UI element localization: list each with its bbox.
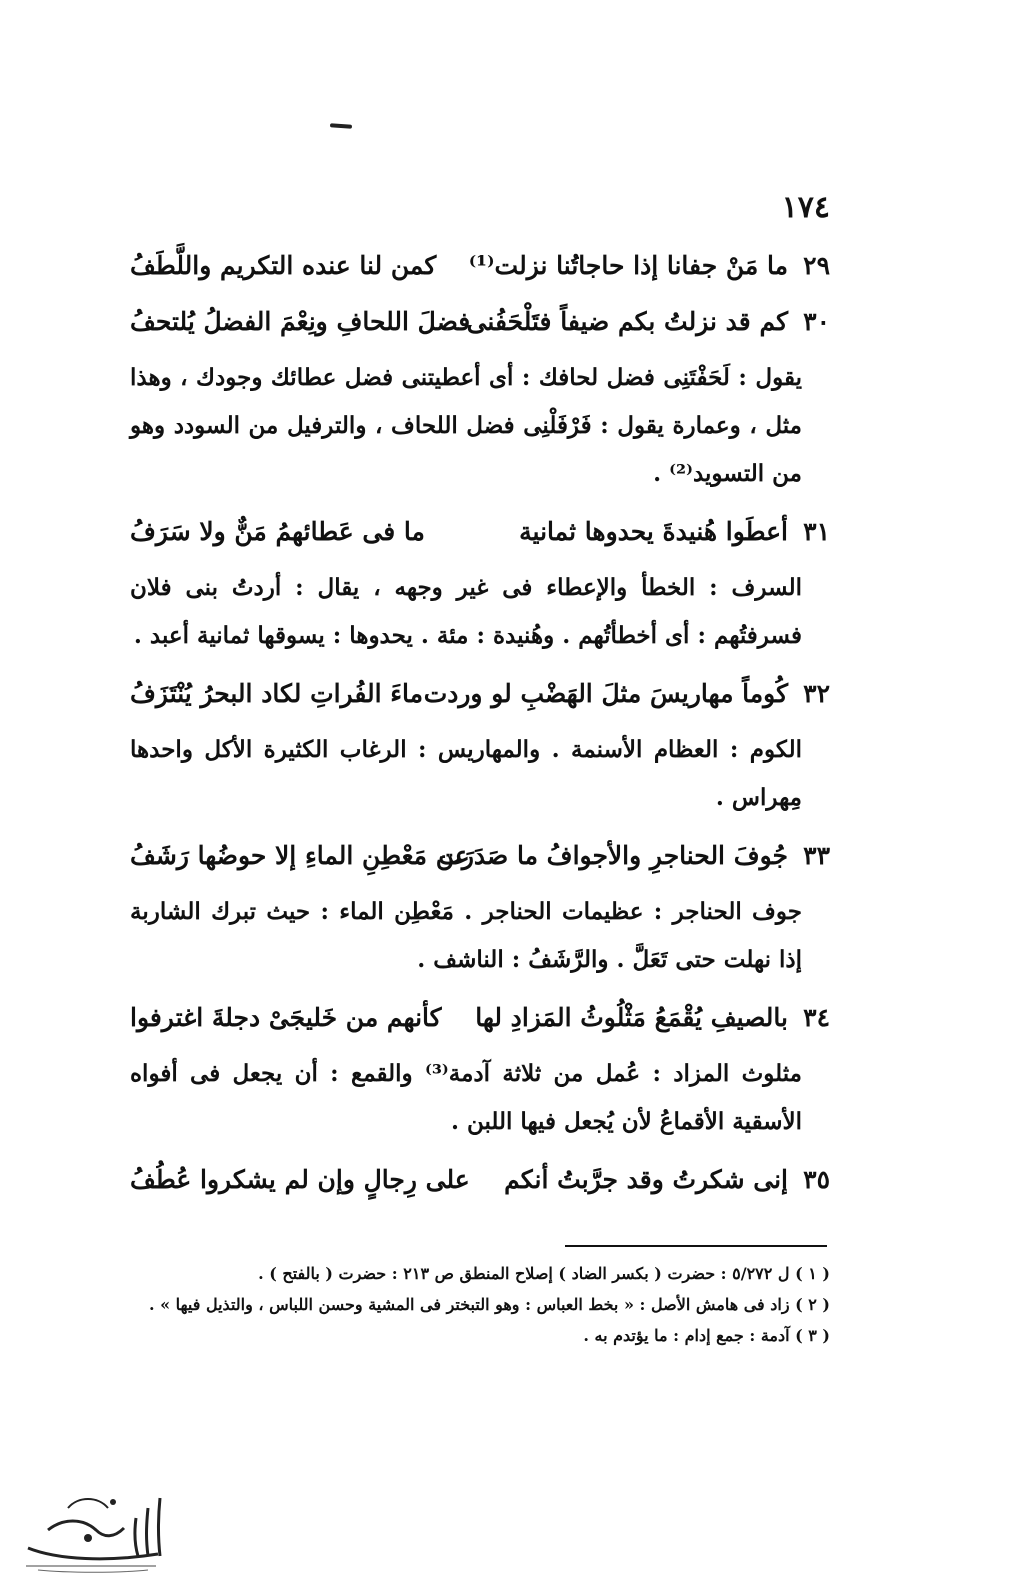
footnote-2: ( ٢ ) زاد فى هامش الأصل : « بخط العباس : وهو التبختر فى المشية وحسن اللباس ، والتذيل فيها » . [148, 1295, 830, 1314]
verse-second-hemistich: ماءَ الفُراتِ لكاد البحرُ يُنْتَزَفُ [130, 679, 424, 708]
footnotes [130, 1258, 830, 1351]
verse-second-hemistich: ما فى عَطائهمُ مَنٌّ ولا سَرَفُ [130, 517, 425, 546]
verse-second-hemistich: كمن لنا عنده التكريم واللَّطَفُ [130, 251, 437, 280]
verse-number: ٣١ [803, 517, 830, 546]
verse-32 [130, 666, 830, 722]
footnote-separator [565, 1245, 827, 1247]
verse-first-hemistich: أعطَوا هُنيدةَ يحدوها ثمانية [519, 517, 788, 546]
verse-29 [130, 238, 830, 294]
page-number: ١٧٤ [781, 190, 830, 225]
verse-33 [130, 828, 830, 884]
verse-second-hemistich: فضلَ اللحافِ ونِعْمَ الفضلُ يُلتحفُ [130, 307, 471, 336]
verse-30 [130, 294, 830, 350]
verse-first-hemistich: ما مَنْ جفانا إذا حاجاتُنا نزلت⁽¹⁾ [468, 251, 788, 280]
verse-number: ٣٠ [803, 307, 830, 336]
verse-second-hemistich: على رِجالٍ وإن لم يشكروا عُطُفُ [130, 1165, 470, 1194]
verse-number: ٣٤ [803, 1003, 830, 1032]
verse-number: ٣٥ [803, 1165, 830, 1194]
verse-35 [130, 1152, 830, 1208]
commentary-32: الكوم : العظام الأسنمة . والمهاريس : الرغاب الكثيرة الأكل واحدها مِهراس . [130, 736, 802, 811]
commentary-30: يقول : لَحَفْتَنِى فضل لحافك : أى أعطيتنى فضل عطائك وجودك ، وهذا مثل ، وعمارة يقول : فَرْفَلْنِى فضل اللحاف ، والترفيل من السودد وهو من التسويد⁽²⁾ . [130, 364, 802, 487]
footnote-3: ( ٣ ) آدمة : جمع إدام : ما يؤتدم به . [583, 1326, 830, 1345]
ink-mark [330, 123, 352, 129]
verse-first-hemistich: كُوماً مهاريسَ مثلَ الهَضْبِ لو وردت [423, 679, 788, 708]
verse-second-hemistich: كأنهم من خَليجَىْ دجلةَ اغترفوا [130, 1003, 442, 1032]
library-stamp-logo [8, 1478, 173, 1576]
verse-first-hemistich: جُوفَ الحناجرِ والأجوافُ ما صَدَرَت [438, 841, 788, 870]
poem-body [130, 238, 830, 1208]
commentary-31: السرف : الخطأ والإعطاء فى غير وجهه ، يقال : أردتُ بنى فلان فسرفتُهم : أى أخطأتُهم . وهُنيدة : مئة . يحدوها : يسوقها ثمانية أعبد . [130, 574, 802, 649]
verse-first-hemistich: كم قد نزلتُ بكم ضيفاً فتَلْحَفُنى [466, 307, 788, 336]
verse-number: ٣٢ [803, 679, 830, 708]
verse-34 [130, 990, 830, 1046]
footnote-1: ( ١ ) ل ٥/٢٧٢ : حضرت ( بكسر الضاد ) إصلاح المنطق ص ٢١٣ : حضرت ( بالفتح ) . [258, 1264, 830, 1283]
commentary-33: جوف الحناجر : عظيمات الحناجر . مَعْطِن الماء : حيث تبرك الشاربة إذا نهلت حتى تَعَلَّ . والرَّشَفُ : الناشف . [130, 898, 802, 973]
verse-first-hemistich: بالصيفِ يُقْمَعُ مَثْلُوثُ المَزادِ لها [475, 1003, 788, 1032]
verse-31 [130, 504, 830, 560]
verse-second-hemistich: عن مَعْطِنِ الماءِ إلا حوضُها رَشَفُ [130, 841, 470, 870]
verse-number: ٢٩ [803, 251, 830, 280]
verse-number: ٣٣ [803, 841, 830, 870]
verse-first-hemistich: إنى شكرتُ وقد جرَّبتُ أنكم [504, 1165, 788, 1194]
commentary-34: مثلوث المزاد : عُمل من ثلاثة آدمة⁽³⁾ والقمع : أن يجعل فى أفواه الأسقية الأقماعُ لأن يُجعل فيها اللبن . [130, 1060, 802, 1135]
